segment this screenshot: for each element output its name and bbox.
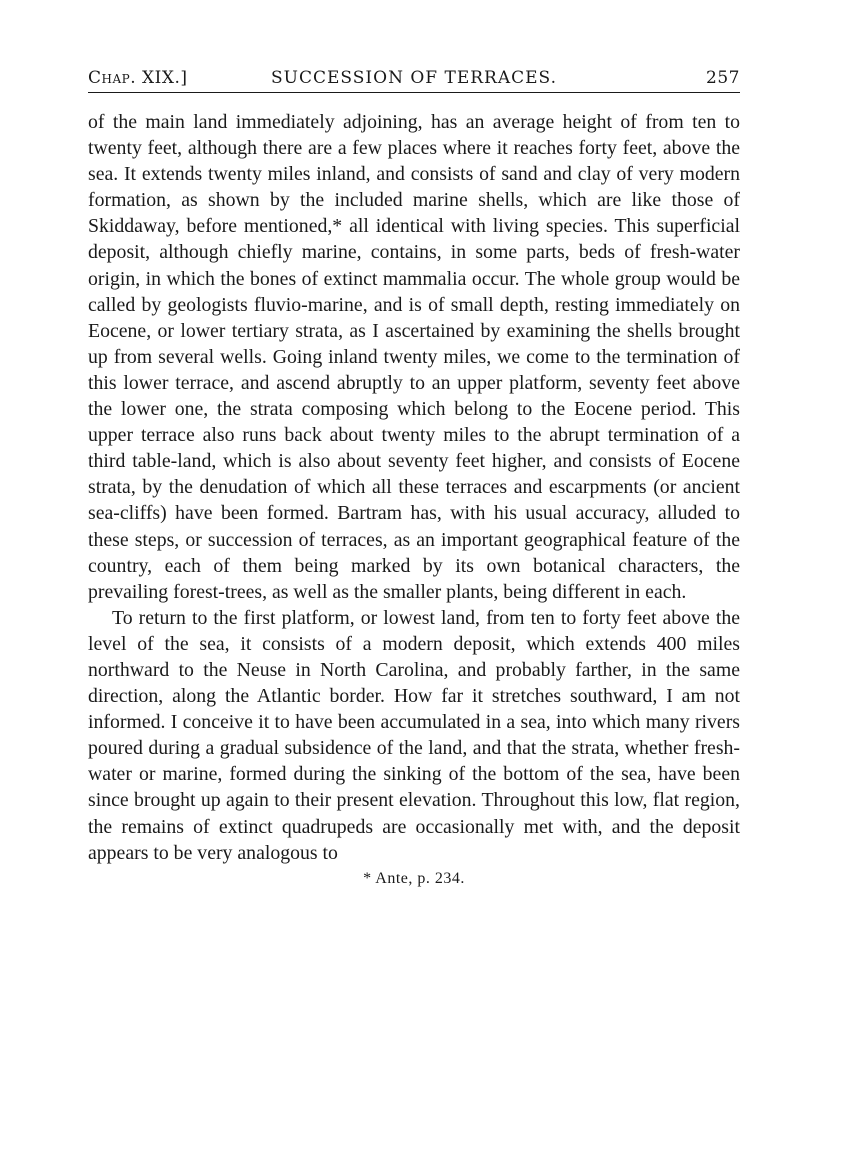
running-title: SUCCESSION OF TERRACES. (271, 68, 557, 88)
paragraph: To return to the first platform, or lowest land, from ten to forty feet above the level of the sea, it consists of a modern deposit, which extends 400 miles northward to the Neuse in North Carolina, and probably farther, in the same direction, along the Atlantic border. How far it stretches southward, I am not informed. I conceive it to have been accumulated in a sea, into which many rivers poured during a gradual subsidence of the land, and that the strata, whether fresh-water or marine, formed during the sinking of the bottom of the sea, have been since brought up again to their present elevation. Throughout this low, flat region, the remains of extinct quadrupeds are occasionally met with, and the deposit appears to be very analogous to (88, 606, 740, 864)
footnote: * Ante, p. 234. (363, 869, 465, 887)
running-head (88, 62, 740, 93)
chapter-label: Chap. XIX.] (88, 68, 188, 88)
paragraph-continued: of the main land immediately adjoining, has an average height of from ten to twenty feet, although there are a few places where it reaches forty feet, above the sea. It extends twenty miles inland, and consists of sand and clay of very modern formation, as shown by the included marine shells, which are like those of Skiddaway, before mentioned,* all identical with living species. This superficial deposit, although chiefly marine, contains, in some parts, beds of fresh-water origin, in which the bones of extinct mammalia occur. The whole group would be called by geologists fluvio-marine, and is of small depth, resting immediately on Eocene, or lower tertiary strata, as I ascertained by examining the shells brought up from several wells. Going inland twenty miles, we come to the termination of this lower terrace, and ascend abruptly to an upper platform, seventy feet above the lower one, the strata composing which belong to the Eocene period. This upper terrace also runs back about twenty miles to the abrupt termination of a third table-land, which is also about seventy feet higher, and consists of Eocene strata, by the denudation of which all these terraces and escarpments (or ancient sea-cliffs) have been formed. Bartram has, with his usual accuracy, alluded to these steps, or succession of terraces, as an important geographical feature of the country, each of them being marked by its own botanical characters, the prevailing forest-trees, as well as the smaller plants, being different in each. (88, 111, 740, 603)
body-text (88, 109, 740, 866)
book-page (88, 62, 740, 888)
page-number: 257 (706, 68, 740, 88)
